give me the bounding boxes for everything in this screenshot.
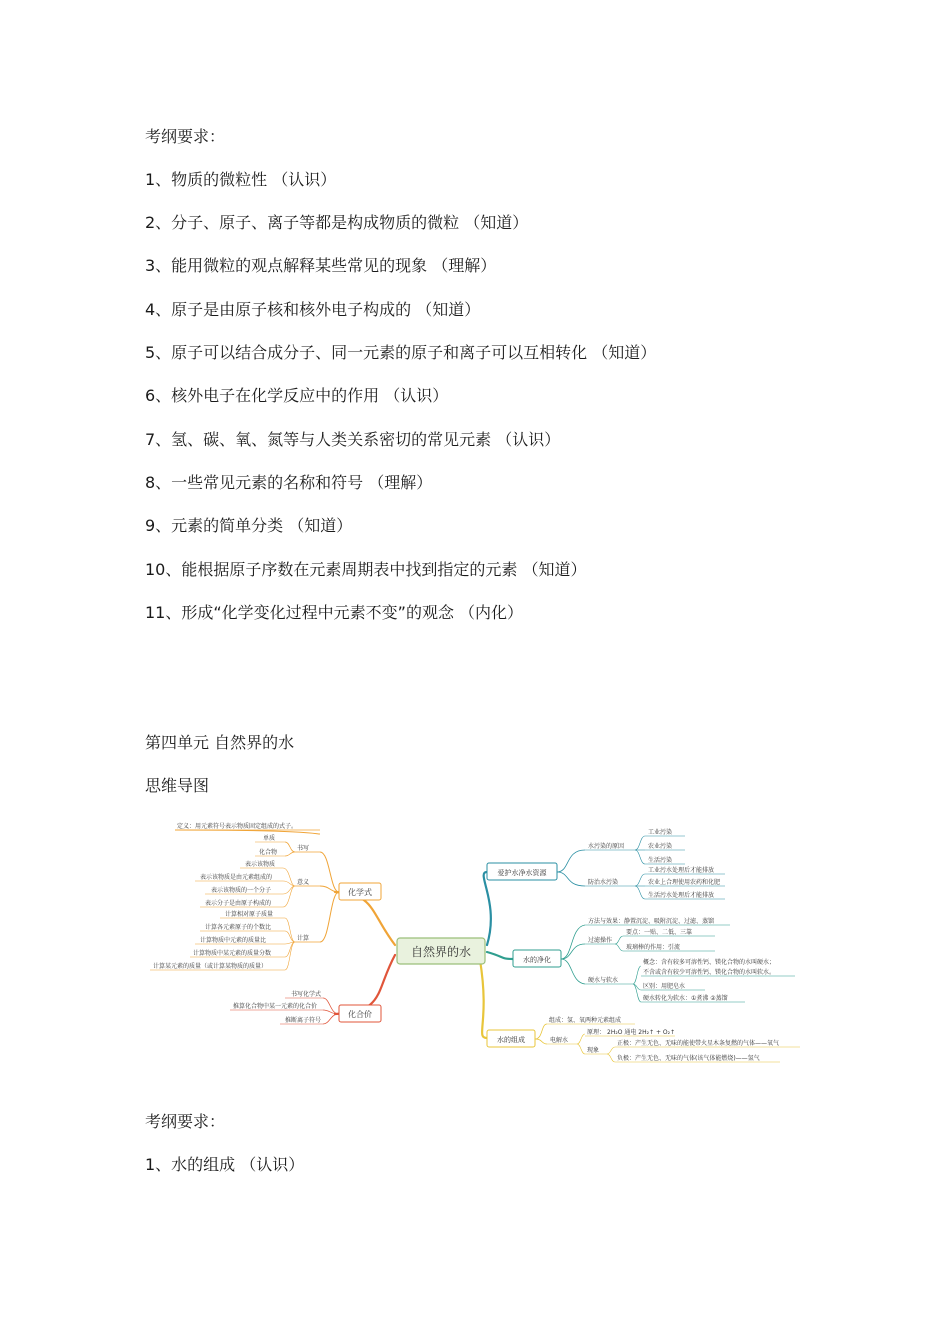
formula-meaning-item: 表示该物质是由元素组成的 <box>200 874 273 881</box>
composition-consist: 组成：氢、氧两种元素组成 <box>549 1017 622 1024</box>
electrolysis-phenomenon-label: 现象 <box>587 1047 600 1054</box>
formula-meaning-label: 意义 <box>297 879 310 886</box>
syllabus-item: 7、氢、碳、氧、氮等与人类关系密切的常见元素 （认识） <box>145 430 561 449</box>
syllabus-item: 9、元素的简单分类 （知道） <box>145 516 353 535</box>
syllabus-item: 10、能根据原子序数在元素周期表中找到指定的元素 （知道） <box>145 560 587 579</box>
filter-item: 玻璃棒的作用：引流 <box>626 944 681 951</box>
center-label: 自然界的水 <box>410 945 472 959</box>
mindmap <box>145 812 805 1077</box>
unit-title: 第四单元 自然界的水 <box>145 733 295 752</box>
composition-label: 水的组成 <box>497 1036 525 1044</box>
syllabus-item: 5、原子可以结合成分子、同一元素的原子和离子可以互相转化 （知道） <box>145 343 657 362</box>
formula-calc-label: 计算 <box>297 935 310 942</box>
composition-branch-line <box>480 960 487 1038</box>
mindmap-heading: 思维导图 <box>145 776 210 795</box>
formula-definition: 定义：用元素符号表示物质固定组成的式子。 <box>177 823 298 830</box>
formula-meaning-item: 表示该物质 <box>245 861 276 868</box>
syllabus-item: 6、核外电子在化学反应中的作用 （认识） <box>145 386 449 405</box>
formula-calc-item: 计算相对原子质量 <box>225 911 274 918</box>
electrolysis-principle-label: 原理： <box>587 1029 606 1036</box>
syllabus-heading: 考纲要求： <box>145 1112 226 1131</box>
valence-item: 推算化合物中某一元素的化合价 <box>233 1003 318 1010</box>
protect-branch-line <box>484 872 491 945</box>
prevention-item: 农业上合理使用农药和化肥 <box>648 879 721 886</box>
pollution-cause-item: 农业污染 <box>648 843 673 850</box>
formula-meaning-item: 表示该物质的一个分子 <box>211 887 272 894</box>
formula-write-label: 书写 <box>297 845 310 852</box>
pollution-cause-item: 工业污染 <box>648 829 673 836</box>
protect-label: 爱护水净水资源 <box>497 869 547 877</box>
purify-methods: 方法与效果：静置沉淀、吸附沉淀、过滤、蒸馏 <box>588 918 715 925</box>
syllabus-item: 1、水的组成 （认识） <box>145 1155 305 1174</box>
syllabus-item: 3、能用微粒的观点解释某些常见的现象 （理解） <box>145 256 497 275</box>
pollution-cause-label: 水污染的原因 <box>588 843 625 850</box>
valence-item: 推断离子符号 <box>285 1017 322 1024</box>
valence-item: 书写化学式 <box>291 991 322 998</box>
formula-write-item: 化合物 <box>259 849 278 856</box>
prevention-label: 防治水污染 <box>588 879 619 886</box>
prevention-item: 生活污水处理后才能排放 <box>648 892 715 899</box>
syllabus-item: 4、原子是由原子核和核外电子构成的 （知道） <box>145 300 481 319</box>
hard-soft-convert: 硬水转化为软水：①煮沸 ②蒸馏 <box>643 995 728 1002</box>
purify-label: 水的净化 <box>523 956 551 964</box>
formula-calc-item: 计算物质中元素的质量比 <box>200 937 267 944</box>
formula-write-item: 单质 <box>263 835 276 842</box>
syllabus-item: 8、一些常见元素的名称和符号 （理解） <box>145 473 433 492</box>
syllabus-item: 2、分子、原子、离子等都是构成物质的微粒 （知道） <box>145 213 529 232</box>
pollution-cause-item: 生活污染 <box>648 857 673 864</box>
hard-soft-concept: 不含或含有较少可溶性钙、镁化合物的水叫软水。 <box>643 969 776 976</box>
hard-soft-distinguish: 区别：用肥皂水 <box>643 983 686 990</box>
electrolysis-positive: 正极：产生无色、无味的能使带火星木条复燃的气体——氧气 <box>617 1040 780 1047</box>
electrolysis-negative: 负极：产生无色、无味的气体(该气体能燃烧)——氢气 <box>617 1055 760 1062</box>
purify-branch-line <box>487 952 513 959</box>
syllabus-item: 11、形成“化学变化过程中元素不变”的观念 （内化） <box>145 603 524 622</box>
hard-soft-label: 硬水与软水 <box>588 977 619 984</box>
formula-label: 化学式 <box>348 888 372 897</box>
electrolysis-label: 电解水 <box>550 1037 569 1044</box>
filter-item: 要点：一贴、二低、三靠 <box>626 929 693 936</box>
formula-calc-item: 计算某元素的质量（或计算某物质的质量） <box>153 963 268 970</box>
hard-soft-concept: 概念：含有较多可溶性钙、镁化合物的水叫硬水； <box>643 959 776 966</box>
valence-label: 化合价 <box>348 1010 372 1019</box>
syllabus-item: 1、物质的微粒性 （认识） <box>145 170 337 189</box>
formula-calc-item: 计算各元素原子的个数比 <box>205 924 272 931</box>
electrolysis-principle: 2H₂O 通电 2H₂↑ + O₂↑ <box>607 1029 676 1036</box>
syllabus-heading: 考纲要求： <box>145 127 226 146</box>
formula-calc-item: 计算物质中某元素的质量分数 <box>193 950 272 957</box>
formula-meaning-item: 表示分子是由原子构成的 <box>205 900 272 907</box>
prevention-item: 工业污水处理后才能排放 <box>648 867 715 874</box>
filter-label: 过滤操作 <box>588 937 613 944</box>
